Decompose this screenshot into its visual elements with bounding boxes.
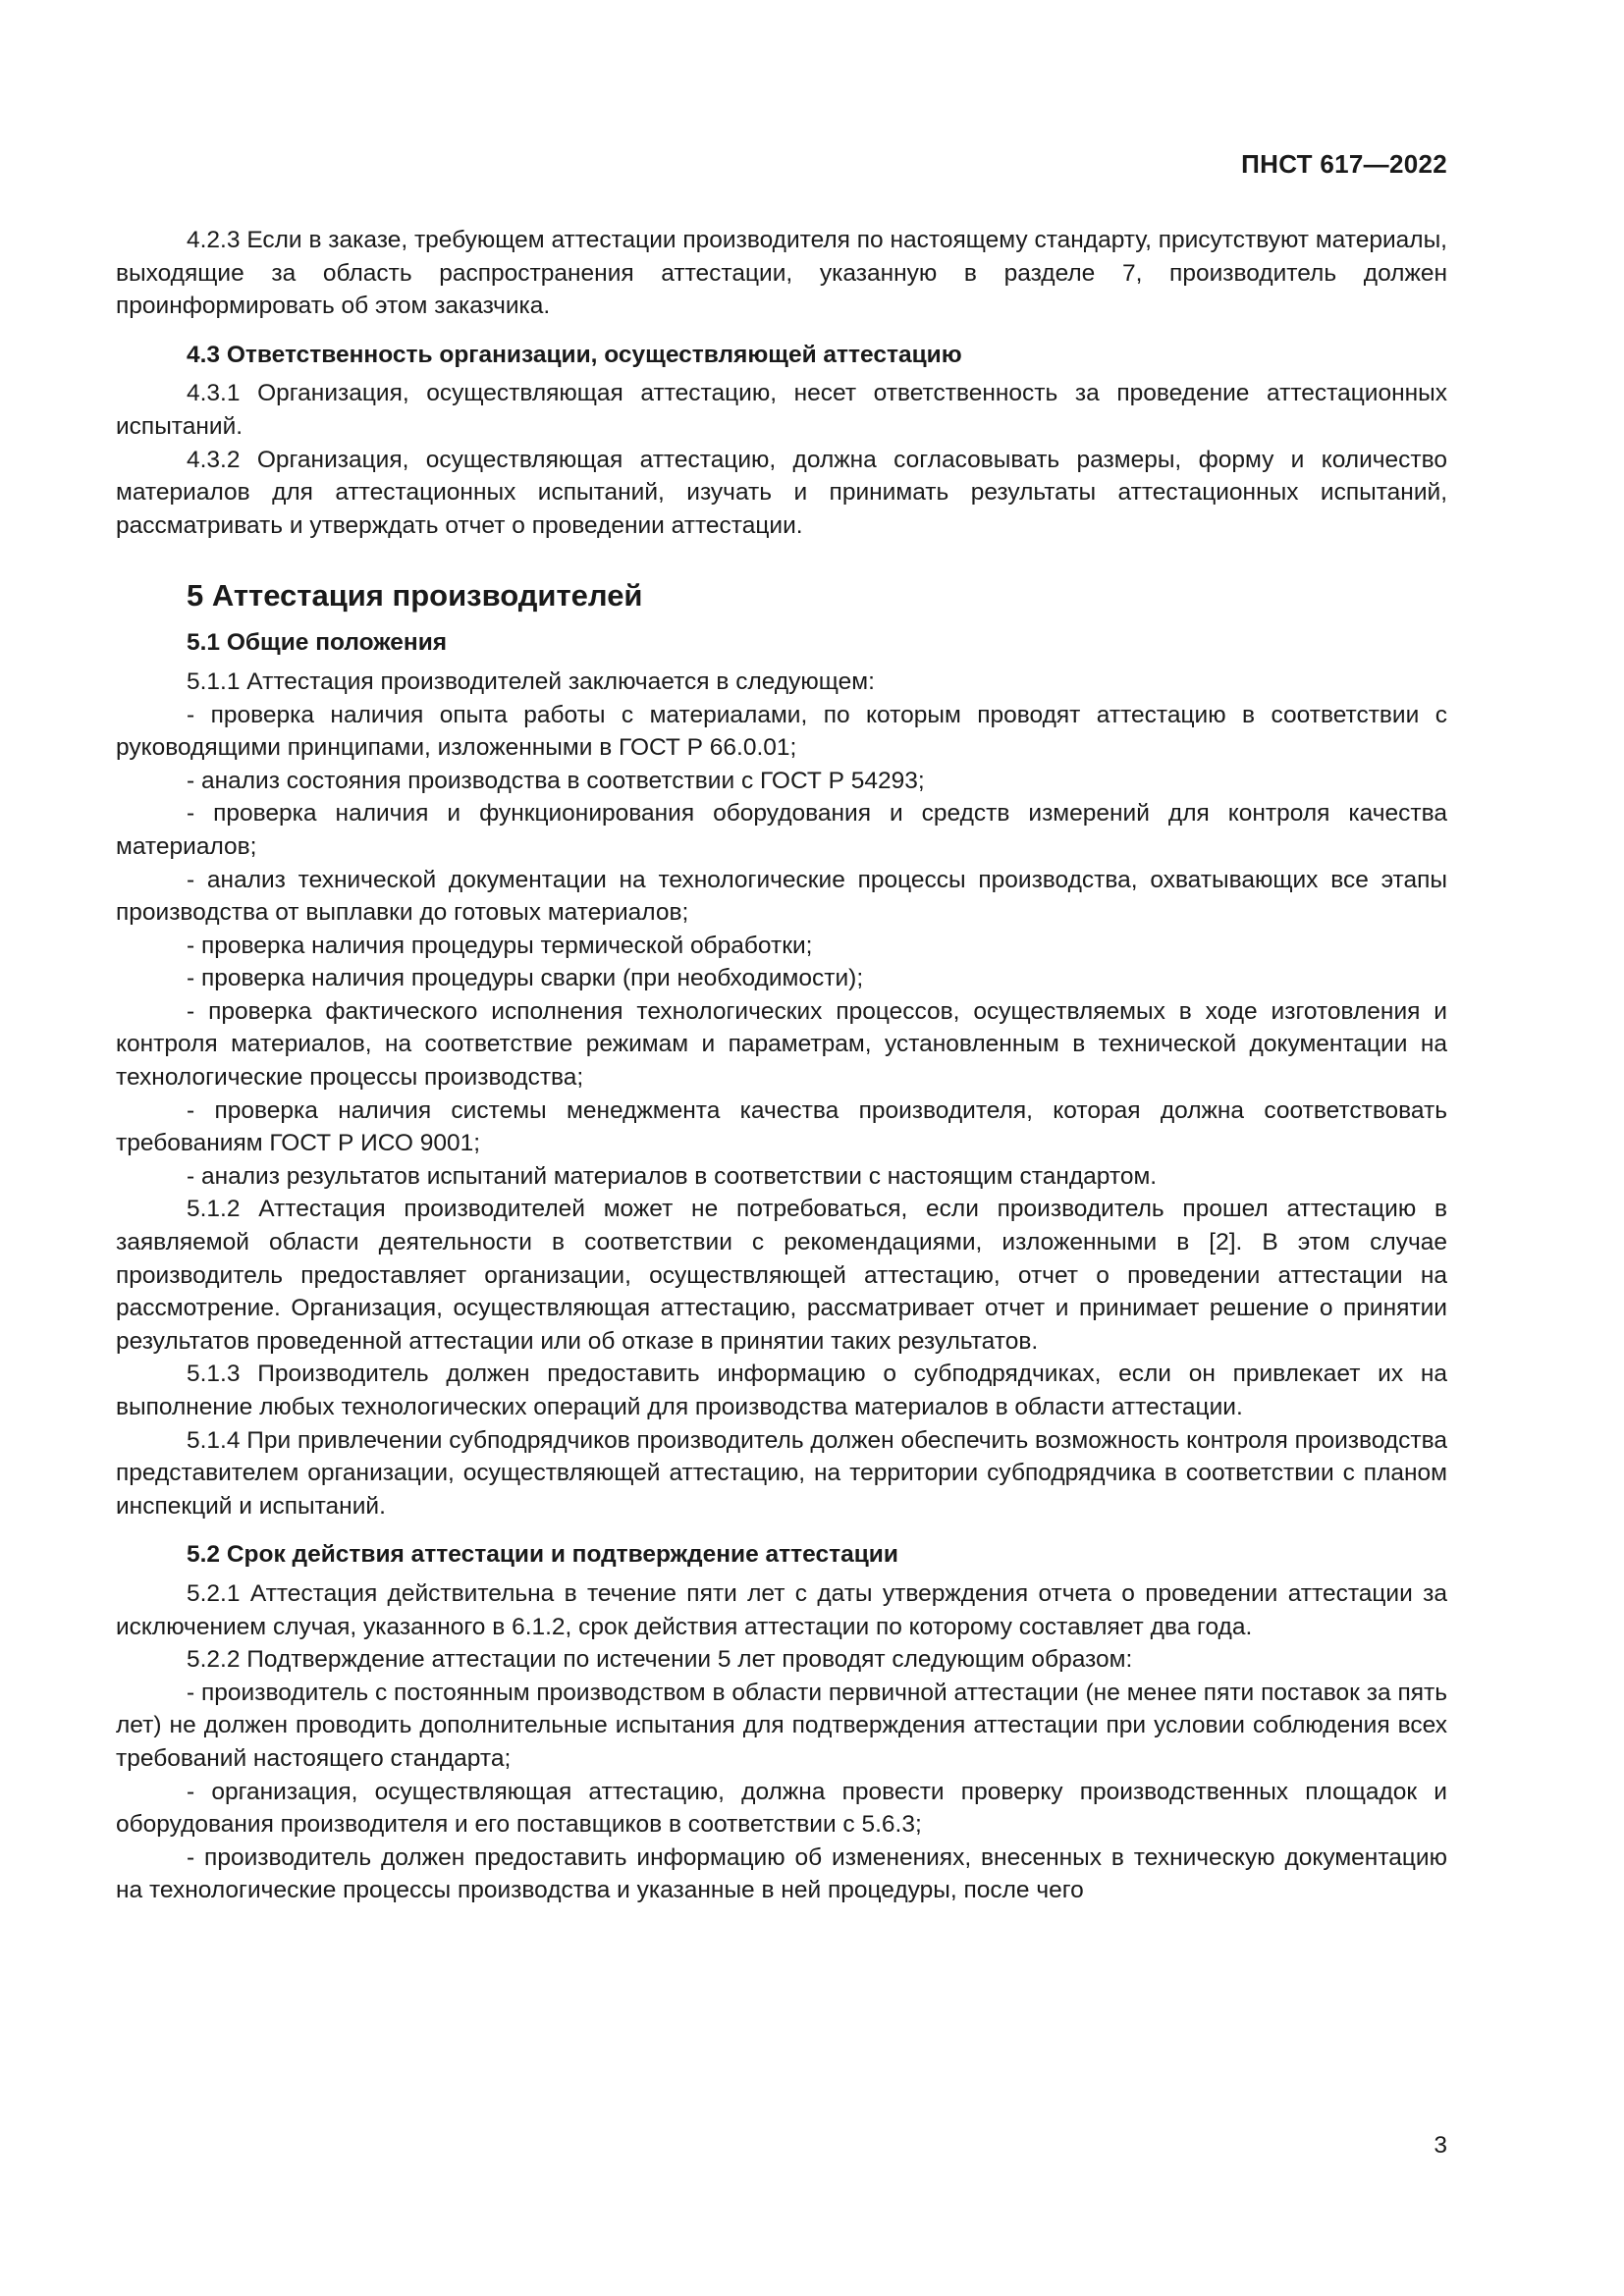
heading-5-1: 5.1 Общие положения [187, 629, 448, 657]
list-item: - производитель должен предоставить информацию об изменениях, внесенных в техническую документацию на технологические процессы производства и указанные в ней процедуры, после чего [116, 1843, 1447, 1904]
list-item: - анализ результатов испытаний материалов в соответствии с настоящим стандартом. [187, 1162, 1158, 1190]
heading-5-2: 5.2 Срок действия аттестации и подтверждение аттестации [187, 1541, 898, 1569]
list-item: - проверка наличия процедуры термической обработки; [187, 932, 813, 959]
paragraph-4-3-2: 4.3.2 Организация, осуществляющая аттестацию, должна согласовывать размеры, форму и количество материалов для аттестационных испытаний, изучать и принимать результаты аттестационных испытаний, рассматривать и утверждать отчет о проведении аттестации. [116, 446, 1447, 539]
paragraph-5-1-4: 5.1.4 При привлечении субподрядчиков производитель должен обеспечить возможность контроля производства представителем организации, осуществляющей аттестацию, на территории субподрядчика в соответствии с планом инспекций и испытаний. [116, 1426, 1447, 1520]
list-item: - проверка наличия опыта работы с материалами, по которым проводят аттестацию в соответствии с руководящими принципами, изложенными в ГОСТ Р 66.0.01; [116, 701, 1447, 762]
list-item: - проверка наличия и функционирования оборудования и средств измерений для контроля качества материалов; [116, 800, 1447, 860]
list-item: - проверка фактического исполнения технологических процессов, осуществляемых в ходе изготовления и контроля материалов, на соответствие режимам и параметрам, установленным в технической документации на технологические процессы производства; [116, 997, 1447, 1092]
paragraph-4-3-1: 4.3.1 Организация, осуществляющая аттестацию, несет ответственность за проведение аттестационных испытаний. [116, 380, 1447, 440]
list-item: - проверка наличия процедуры сварки (при необходимости); [187, 965, 864, 992]
heading-section-5: 5 Аттестация производителей [187, 578, 643, 614]
list-item: - анализ технической документации на технологические процессы производства, охватывающих все этапы производства от выплавки до готовых материалов; [116, 866, 1447, 927]
paragraph-5-2-2: 5.2.2 Подтверждение аттестации по истечении 5 лет проводят следующим образом: [187, 1646, 1133, 1674]
list-item: - организация, осуществляющая аттестацию, должна провести проверку производственных площадок и оборудования производителя и его поставщиков в соответствии с 5.6.3; [116, 1778, 1447, 1839]
list-item: - проверка наличия системы менеджмента качества производителя, которая должна соответствовать требованиям ГОСТ Р ИСО 9001; [116, 1096, 1447, 1157]
document-body [116, 224, 1447, 1907]
list-item: - производитель с постоянным производством в области первичной аттестации (не менее пяти поставок за пять лет) не должен проводить дополнительные испытания для подтверждения аттестации при условии соблюдения всех требований настоящего стандарта; [116, 1679, 1447, 1772]
page-number: 3 [1434, 2132, 1447, 2159]
paragraph-5-1-2: 5.1.2 Аттестация производителей может не потребоваться, если производитель прошел аттестацию в заявляемой области деятельности в соответствии с рекомендациями, изложенными в [2]. В этом случае производитель предоставляет организации, осуществляющей аттестацию, отчет о проведении аттестации на рассмотрение. Организация, осуществляющая аттестацию, рассматривает отчет и принимает решение о принятии результатов проведенной аттестации или об отказе в принятии таких результатов. [116, 1196, 1447, 1355]
document-code: ПНСТ 617—2022 [1241, 149, 1447, 179]
list-item: - анализ состояния производства в соответствии с ГОСТ Р 54293; [187, 767, 925, 794]
paragraph-5-1-3: 5.1.3 Производитель должен предоставить информацию о субподрядчиках, если он привлекает их на выполнение любых технологических операций для производства материалов в области аттестации. [116, 1361, 1447, 1420]
paragraph-5-1-1: 5.1.1 Аттестация производителей заключается в следующем: [187, 667, 875, 695]
paragraph-4-2-3: 4.2.3 Если в заказе, требующем аттестации производителя по настоящему стандарту, присутствуют материалы, выходящие за область распространения аттестации, указанную в разделе 7, производитель должен проинформировать об этом заказчика. [116, 227, 1447, 320]
paragraph-5-2-1: 5.2.1 Аттестация действительна в течение пяти лет с даты утверждения отчета о проведении аттестации за исключением случая, указанного в 6.1.2, срок действия аттестации по которому составляет два года. [116, 1579, 1447, 1640]
heading-4-3: 4.3 Ответственность организации, осуществляющей аттестацию [187, 341, 962, 368]
